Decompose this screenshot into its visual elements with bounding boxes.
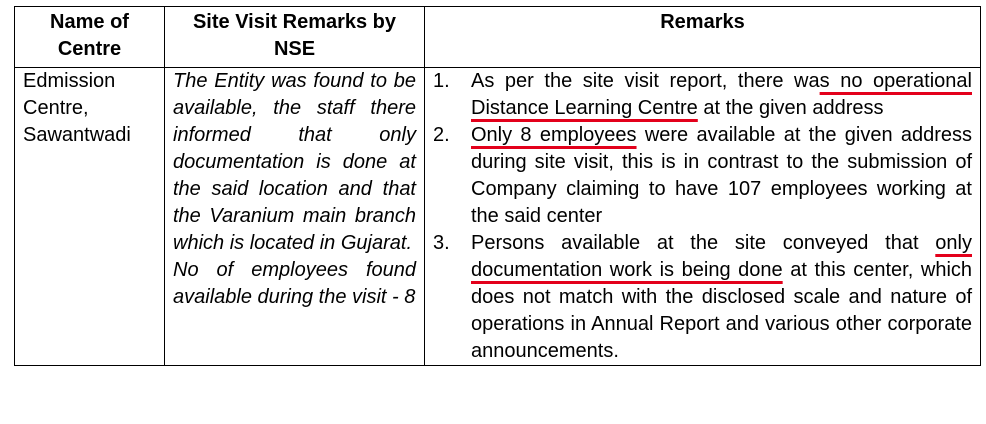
remark-item [433, 230, 972, 365]
remark-text-before: Persons available at the site conveyed that [471, 232, 936, 254]
remark-text [471, 68, 972, 122]
site-visit-table [14, 6, 981, 366]
remark-text [471, 122, 972, 230]
remark-number: 2. [433, 124, 450, 146]
table-row [15, 68, 981, 366]
nse-remarks-cell [165, 68, 425, 366]
remark-list [433, 68, 972, 365]
header-remarks: Remarks [425, 7, 981, 68]
remark-text-after: at this center, which does not match with the disclosed scale and nature of operations in Annual Report and various other corporate announcements. [471, 259, 973, 362]
remark-text-before: As per the site visit report, there wa [471, 70, 820, 92]
remark-highlight: only documentation work is being done [471, 232, 972, 281]
remark-text [471, 230, 972, 365]
remark-text-after: at the given address [697, 97, 884, 119]
remark-highlight: s no operational Distance Learning Centre [471, 70, 972, 119]
remarks-cell [425, 68, 981, 366]
remark-item [433, 122, 972, 230]
nse-employee-count-paragraph: No of employees found available during the visit - 8 [173, 259, 416, 308]
remark-highlight: Only 8 employees [471, 124, 637, 146]
header-nse-remarks: Site Visit Remarks by NSE [165, 7, 425, 68]
remark-number: 1. [433, 70, 450, 92]
header-centre: Name of Centre [15, 7, 165, 68]
remark-item [433, 68, 972, 122]
header-row [15, 7, 981, 68]
remark-number: 3. [433, 232, 450, 254]
nse-remark-paragraph: The Entity was found to be available, the staff there informed that only documentation is done at the said location and that the Varanium main branch which is located in Gujarat. [173, 70, 416, 254]
remark-text-after: were available at the given address during site visit, this is in contrast to the submission of Company claiming to have 107 employees working at the said center [471, 124, 972, 227]
centre-name-cell: Edmission Centre, Sawantwadi [15, 68, 165, 366]
